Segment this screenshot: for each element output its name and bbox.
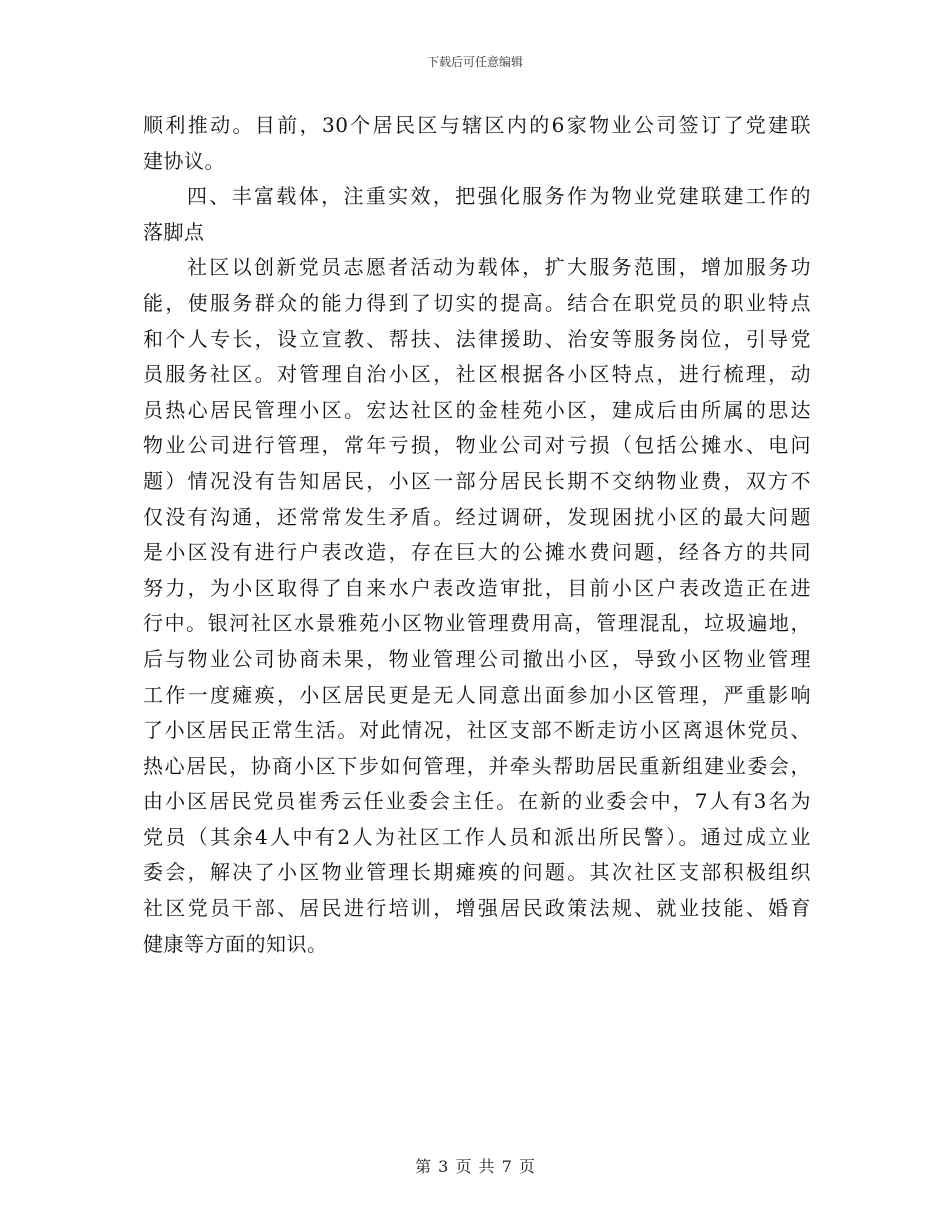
text-line: 顺利推动。目前，30个居民区与辖区内的6家物业公司签订了党建联 <box>143 113 811 137</box>
text-line: 和个人专长，设立宣教、帮扶、法律援助、治安等服务岗位，引导党 <box>143 326 811 351</box>
text-line: 是小区没有进行户表改造，存在巨大的公摊水费问题，经各方的共同 <box>143 540 811 565</box>
text-line: 题）情况没有告知居民，小区一部分居民长期不交纳物业费，双方不 <box>143 468 811 493</box>
body-text <box>143 108 811 962</box>
text-line: 社区以创新党员志愿者活动为载体，扩大服务范围，增加服务功 <box>187 255 811 280</box>
text-line: 行中。银河社区水景雅苑小区物业管理费用高，管理混乱，垃圾遍地， <box>143 611 811 636</box>
text-line: 建协议。 <box>143 148 225 173</box>
section-heading-line: 落脚点 <box>143 219 205 244</box>
text-line: 后与物业公司协商未果，物业管理公司撤出小区，导致小区物业管理 <box>143 646 811 671</box>
text-line: 员热心居民管理小区。宏达社区的金桂苑小区，建成后由所属的思达 <box>143 397 811 422</box>
text-line: 党员（其余4人中有2人为社区工作人员和派出所民警）。通过成立业 <box>143 824 811 849</box>
section-heading-line: 四、丰富载体，注重实效，把强化服务作为物业党建联建工作的 <box>187 184 811 209</box>
text-line: 热心居民，协商小区下步如何管理，并牵头帮助居民重新组建业委会， <box>143 753 811 778</box>
text-line: 能，使服务群众的能力得到了切实的提高。结合在职党员的职业特点 <box>143 290 811 315</box>
text-line: 社区党员干部、居民进行培训，增强居民政策法规、就业技能、婚育 <box>143 896 811 921</box>
text-line: 仅没有沟通，还常常发生矛盾。经过调研，发现困扰小区的最大问题 <box>143 504 811 529</box>
text-line: 员服务社区。对管理自治小区，社区根据各小区特点，进行梳理，动 <box>143 362 811 387</box>
text-line: 物业公司进行管理，常年亏损，物业公司对亏损（包括公摊水、电问 <box>143 433 811 458</box>
page-header: 下载后可任意编辑 <box>426 55 523 69</box>
text-line: 努力，为小区取得了自来水户表改造审批，目前小区户表改造正在进 <box>143 575 811 600</box>
text-line: 健康等方面的知识。 <box>143 931 328 956</box>
text-line: 委会，解决了小区物业管理长期瘫痪的问题。其次社区支部积极组织 <box>143 860 811 885</box>
text-line: 由小区居民党员崔秀云任业委会主任。在新的业委会中，7人有3名为 <box>143 789 811 814</box>
text-line: 了小区居民正常生活。对此情况，社区支部不断走访小区离退休党员、 <box>143 718 811 743</box>
text-line: 工作一度瘫痪，小区居民更是无人同意出面参加小区管理，严重影响 <box>143 682 811 707</box>
page-number-footer: 第 3 页 共 7 页 <box>415 1157 535 1176</box>
